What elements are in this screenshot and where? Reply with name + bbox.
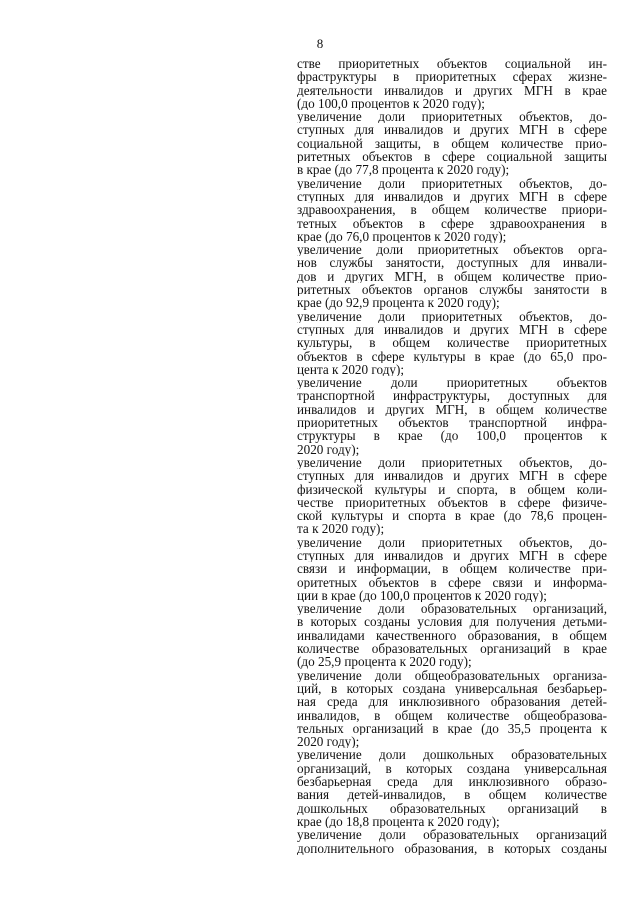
text-line: связи и информации, в общем количестве при- [297, 562, 607, 576]
text-line: дов и других МГН, в общем количестве прио- [297, 269, 607, 284]
text-line: тельных организаций в крае (до 35,5 процента к [297, 721, 607, 736]
text-line: увеличение доли приоритетных объектов, до- [297, 110, 607, 124]
text-line: деятельности инвалидов и других МГН в крае [297, 83, 607, 97]
text-line: (до 25,9 процента к 2020 году); [297, 655, 472, 669]
text-line: крае (до 92,9 процента к 2020 году); [297, 296, 500, 310]
text-line: количестве образовательных организаций в крае [297, 642, 607, 656]
text-line: ступных для инвалидов и других МГН в сфере [297, 548, 607, 563]
text-line: увеличение доли приоритетных объектов, до- [297, 309, 607, 323]
text-line: увеличение доли приоритетных объектов, до- [297, 535, 607, 549]
text-line: та к 2020 году); [297, 522, 385, 536]
text-line: дополнительного образования, в которых созданы [297, 841, 607, 855]
text-line: фраструктуры в приоритетных сферах жизне- [297, 70, 607, 84]
text-line: ступных для инвалидов и других МГН в сфере [297, 322, 607, 337]
text-line: увеличение доли дошкольных образовательных [297, 748, 607, 762]
text-line: в которых созданы условия для получения детьми- [297, 615, 607, 629]
text-line: честве приоритетных объектов в сфере физиче- [297, 495, 607, 510]
text-line: крае (до 76,0 процентов к 2020 году); [297, 229, 507, 244]
text-line: безбарьерная среда для инклюзивного образо- [297, 775, 607, 789]
text-line: цента к 2020 году); [297, 362, 405, 377]
text-line: вания детей-инвалидов, в общем количестве [297, 788, 607, 802]
text-line: ций, в которых создана универсальная безбарьер- [297, 681, 607, 696]
text-line: ступных для инвалидов и других МГН в сфере [297, 469, 607, 483]
text-line: ции в крае (до 100,0 процентов к 2020 году); [297, 588, 547, 603]
text-line: дошкольных образовательных организаций в [297, 801, 607, 815]
text-line: увеличение доли приоритетных объектов орга- [297, 243, 607, 257]
text-line: ная среда для инклюзивного образования детей- [297, 695, 607, 709]
text-line: стве приоритетных объектов социальной ин- [297, 57, 607, 71]
text-line: здравоохранения, в общем количестве приори- [297, 203, 607, 217]
text-column [297, 57, 607, 855]
text-line: инвалидов и других МГН, в общем количестве [297, 402, 607, 417]
text-line: инвалидов, в общем количестве общеобразова- [297, 708, 607, 722]
text-line: социальной защиты, в общем количестве прио- [297, 136, 607, 151]
text-line: в крае (до 77,8 процента к 2020 году); [297, 163, 510, 177]
text-line: 2020 году); [297, 735, 360, 749]
text-line: ступных для инвалидов и других МГН в сфере [297, 189, 607, 204]
text-line: увеличение доли приоритетных объектов, до- [297, 455, 607, 470]
text-line: инвалидами качественного образования, в общем [297, 628, 607, 643]
text-line: ской культуры и спорта в крае (до 78,6 процен- [297, 509, 607, 523]
text-line: 2020 году); [297, 442, 360, 456]
text-line: объектов в сфере культуры в крае (до 65,0 про- [297, 349, 607, 363]
text-line: увеличение доли образовательных организаций, [297, 602, 607, 616]
text-line: крае (до 18,8 процента к 2020 году); [297, 814, 500, 829]
text-line: увеличение доли образовательных организаций [297, 828, 607, 842]
page-number: 8 [316, 36, 324, 51]
text-line: увеличение доли приоритетных объектов [297, 376, 607, 390]
text-line: ступных для инвалидов и других МГН в сфере [297, 123, 607, 137]
text-line: структуры в крае (до 100,0 процентов к [297, 429, 607, 443]
text-line: ритетных объектов в сфере социальной защиты [297, 150, 607, 164]
text-line: организаций, в которых создана универсальная [297, 761, 607, 776]
text-line: тетных объектов в сфере здравоохранения в [297, 216, 607, 230]
text-line: культуры, в общем количестве приоритетных [297, 336, 607, 350]
text-line: оритетных объектов в сфере связи и информа- [297, 575, 607, 589]
text-line: транспортной инфраструктуры, доступных для [297, 389, 607, 403]
text-line: физической культуры и спорта, в общем коли- [297, 482, 607, 496]
text-line: нов службы занятости, доступных для инвали- [297, 256, 607, 270]
text-line: ритетных объектов органов службы занятости в [297, 283, 607, 297]
text-line: увеличение доли приоритетных объектов, до- [297, 176, 607, 190]
text-line: приоритетных объектов транспортной инфра- [297, 416, 607, 430]
text-line: увеличение доли общеобразовательных организа- [297, 668, 607, 682]
text-line: (до 100,0 процентов к 2020 году); [297, 96, 485, 111]
